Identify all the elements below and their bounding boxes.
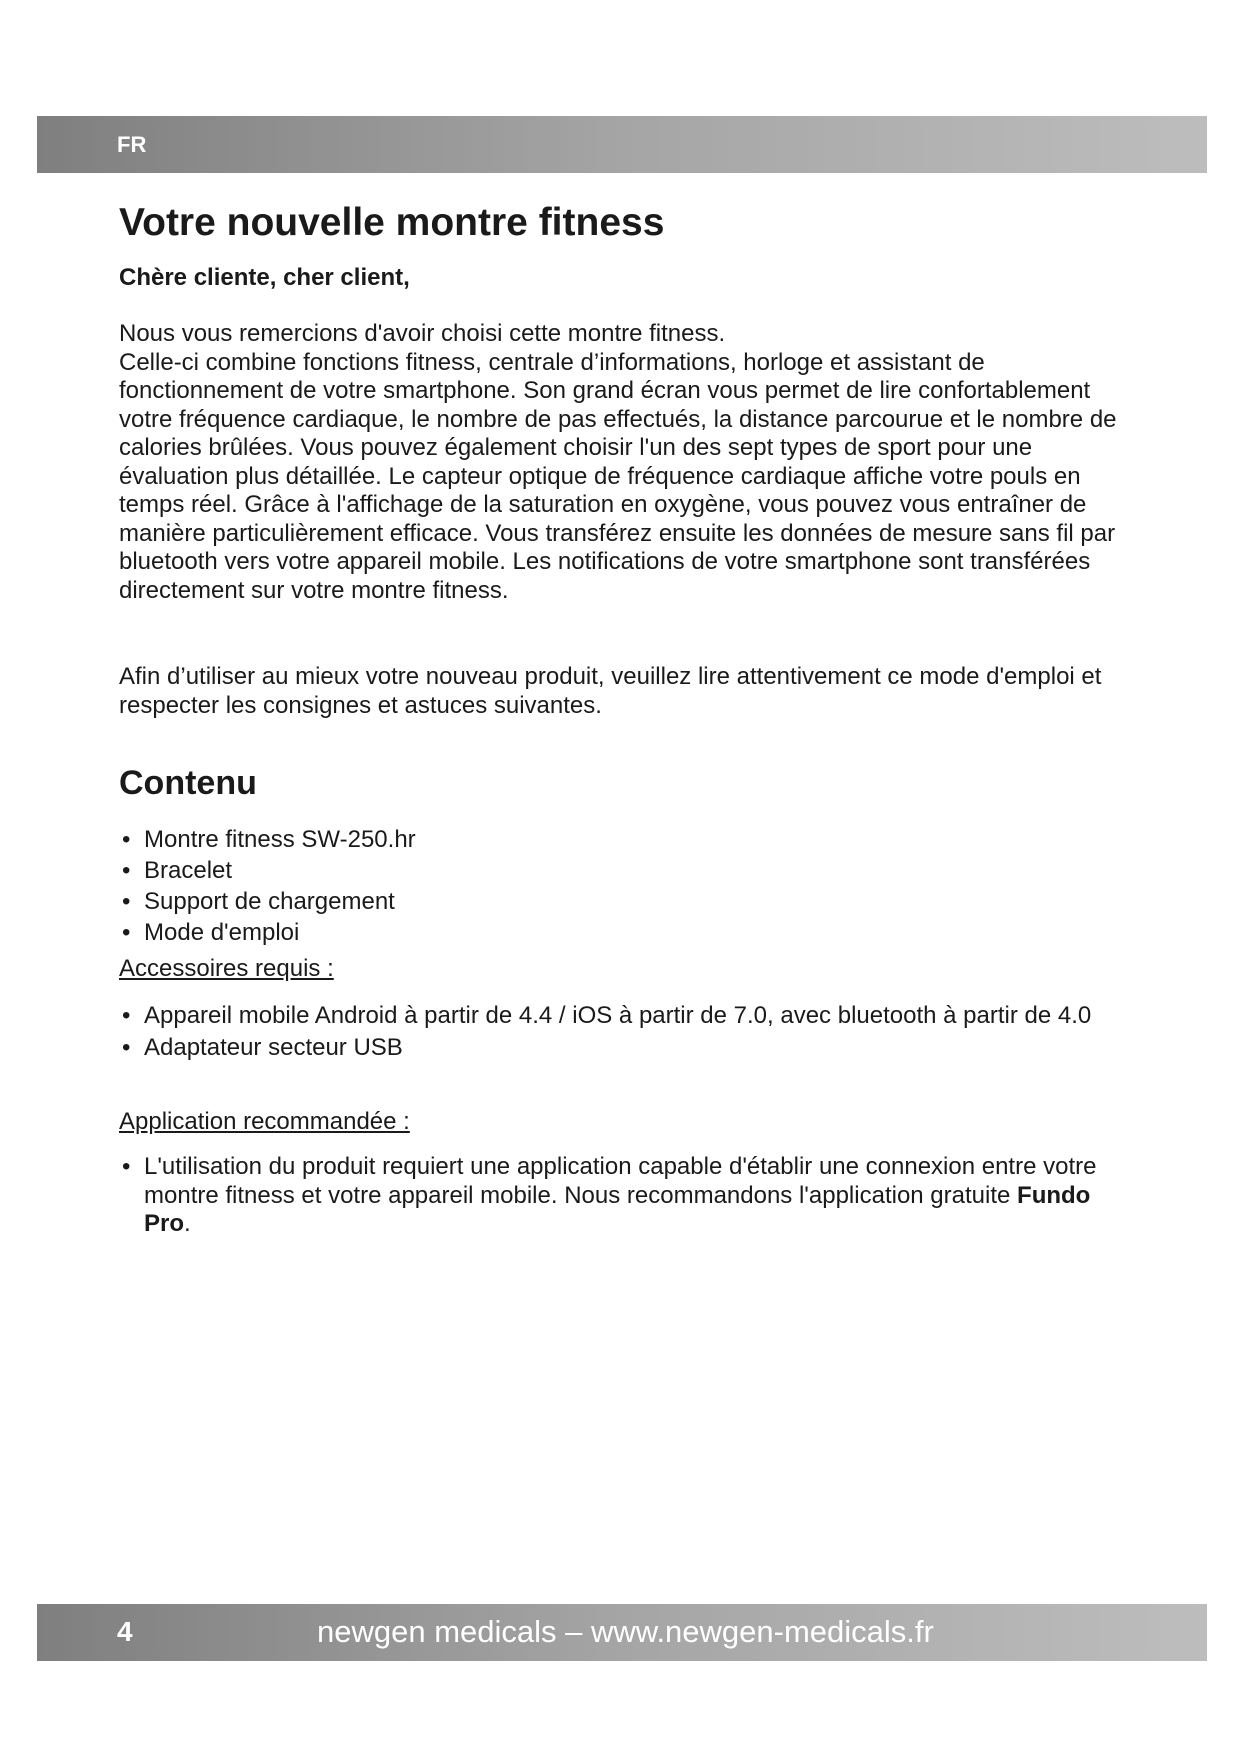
list-item: • Montre fitness SW-250.hr: [119, 824, 1119, 855]
greeting: Chère cliente, cher client,: [119, 264, 410, 291]
app-text-end: .: [184, 1210, 191, 1237]
page-title: Votre nouvelle montre fitness: [119, 201, 665, 244]
app-name: Fundo Pro: [144, 1181, 1091, 1237]
app-heading: Application recommandée :: [119, 1108, 410, 1135]
language-label: FR: [117, 132, 147, 157]
list-item: • Support de chargement: [119, 886, 1119, 917]
accessories-list: [119, 1002, 1119, 1062]
list-item: • Bracelet: [119, 855, 1119, 886]
contents-list: [119, 824, 1119, 948]
app-text: L'utilisation du produit requiert une application capable d'établir une connexion entre votre montre fitness et votre appareil mobile. Nous recommandons l'application gratuite: [144, 1153, 1097, 1209]
list-item: • Appareil mobile Android à partir de 4.4 / iOS à partir de 7.0, avec bluetooth à partir de 4.0: [119, 1002, 1119, 1031]
intro-paragraph: Nous vous remercions d'avoir choisi cette montre fitness. Celle-ci combine fonctions fitness, centrale d’informations, horloge et assistant de fonctionnement de votre smartphone. Son grand écran vous permet de lire confortablement votre fréquence cardiaque, le nombre de pas effectués, la distance parcourue et le nombre de calories brûlées. Vous pouvez également choisir l'un des sept types de sport pour une évaluation plus détaillée. Le capteur optique de fréquence cardiaque affiche votre pouls en temps réel. Grâce à l'affichage de la saturation en oxygène, vous pouvez vous entraîner de manière particulièrement efficace. Vous transférez ensuite les données de mesure sans fil par bluetooth vers votre appareil mobile. Les notifications de votre smartphone sont transférées directement sur votre montre fitness.: [119, 320, 1117, 604]
list-item: • Mode d'emploi: [119, 917, 1119, 948]
contents-heading: Contenu: [119, 764, 257, 802]
list-item: [119, 1153, 1119, 1239]
advice-paragraph: Afin d’utiliser au mieux votre nouveau produit, veuillez lire attentivement ce mode d'emploi et respecter les consignes et astuces suivantes.: [119, 663, 1102, 719]
page-number: 4: [117, 1616, 133, 1647]
accessories-heading: Accessoires requis :: [119, 955, 334, 982]
app-list: [119, 1153, 1119, 1239]
footer-text: newgen medicals – www.newgen-medicals.fr: [317, 1614, 934, 1649]
footer-band: [37, 1604, 1207, 1661]
list-item: • Adaptateur secteur USB: [119, 1034, 1119, 1063]
header-band: [37, 116, 1207, 173]
